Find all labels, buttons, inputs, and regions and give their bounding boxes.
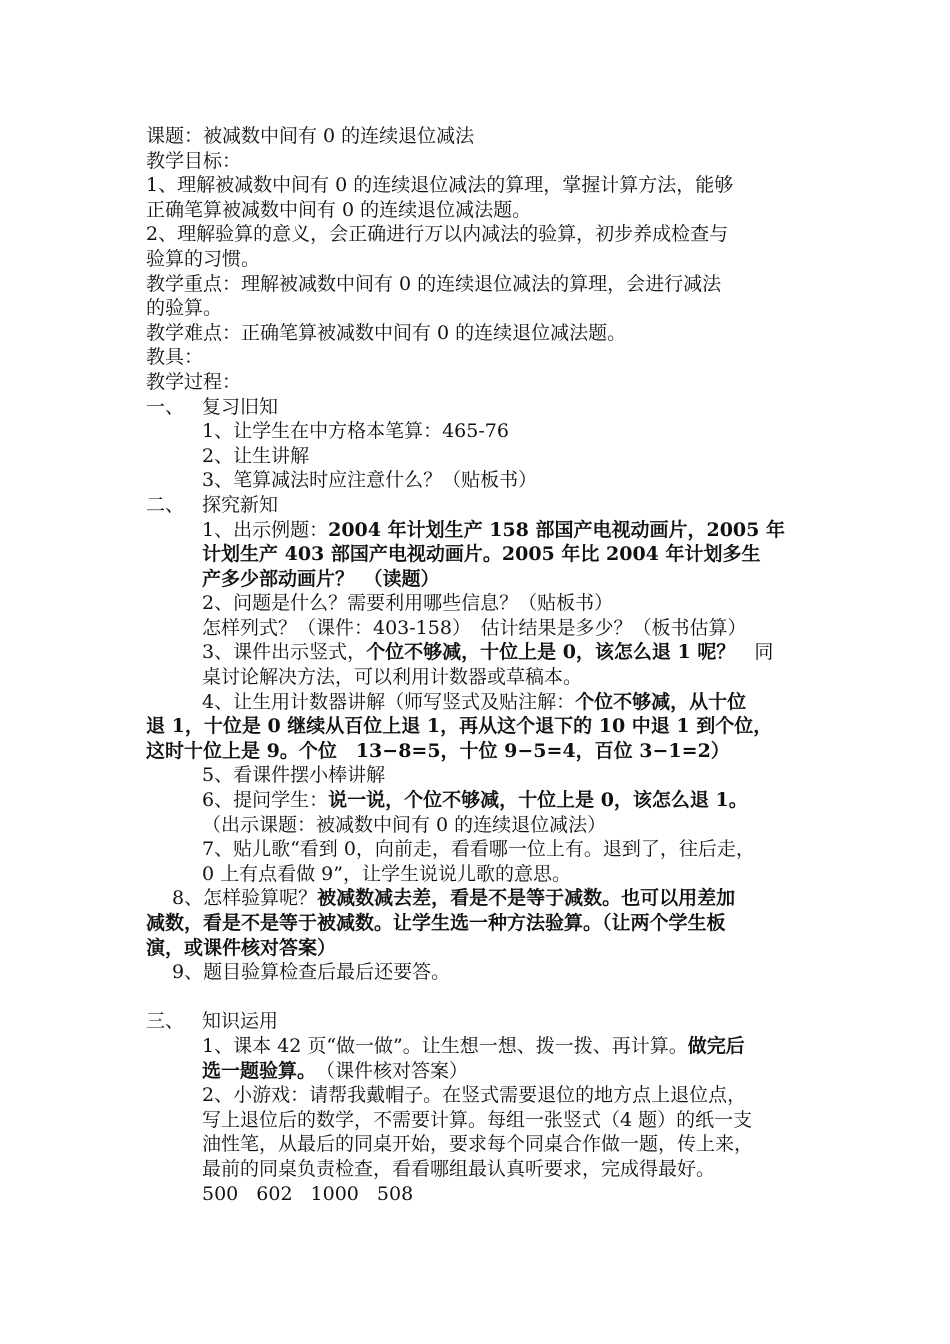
lesson-plan xyxy=(146,124,818,1206)
section-2-item-8-line-3: 演，或课件核对答案） xyxy=(146,936,337,959)
section-1-title: 复习旧知 xyxy=(202,395,279,418)
section-2-item-4-line-3: 这时十位上是 9。个位 13−8=5，十位 9−5=4，百位 3−1=2） xyxy=(146,739,730,762)
item-prefix: 1、课本 42 页“做一做”。让生想一想、拨一拨、再计算。 xyxy=(202,1034,688,1057)
item-emphasis: 做完后 xyxy=(687,1034,745,1057)
section-2-item-4-line-2: 退 1，十位是 0 继续从百位上退 1，再从这个退下的 10 中退 1 到个位， xyxy=(146,715,773,738)
section-3-title: 知识运用 xyxy=(202,1010,279,1033)
section-3-item-1-line-2 xyxy=(146,1059,818,1084)
item-prefix: 1、出示例题： xyxy=(202,518,329,541)
key-point-line-2: 的验算。 xyxy=(146,297,223,320)
section-3-item-2-line-1: 2、小游戏：请帮我戴帽子。在竖式需要退位的地方点上退位点， xyxy=(202,1084,747,1107)
section-2-item-2-line-2: 怎样列式？（课件：403-158） 估计结果是多少？（板书估算） xyxy=(202,616,747,639)
item-emphasis: 选一题验算。 xyxy=(202,1059,307,1082)
goal-2-line-1: 2、理解验算的意义，会正确进行万以内减法的验算，初步养成检查与 xyxy=(146,223,729,246)
item-prefix: 4、让生用计数器讲解（师写竖式及贴注解： xyxy=(202,690,576,713)
item-prefix: 6、提问学生： xyxy=(202,789,329,812)
section-2-item-1-line-1 xyxy=(146,518,818,543)
section-2-item-3-line-2: 桌讨论解决方法，可以利用计数器或草稿本。 xyxy=(202,666,583,689)
section-3-item-2-line-2: 写上退位后的数学，不需要计算。每组一张竖式（4 题）的纸一支 xyxy=(202,1108,753,1131)
goals-label: 教学目标： xyxy=(146,149,242,172)
section-2-item-8-line-1 xyxy=(146,886,818,911)
section-1-item-1: 1、让学生在中方格本笔算：465-76 xyxy=(202,420,509,443)
section-2-item-9: 9、题目验算检查后最后还要答。 xyxy=(172,961,451,984)
teaching-process: 教学过程： xyxy=(146,370,242,393)
practice-number: 500 xyxy=(202,1182,239,1205)
practice-number: 508 xyxy=(376,1182,414,1205)
item-suffix: （课件核对答案） xyxy=(306,1059,469,1082)
goal-2-line-2: 验算的习惯。 xyxy=(146,247,261,270)
section-3-number: 三、 xyxy=(146,1010,185,1033)
goal-1-line-1: 1、理解被减数中间有 0 的连续退位减法的算理，掌握计算方法，能够 xyxy=(146,174,734,197)
section-2-heading xyxy=(146,493,818,518)
section-2-item-6-line-2: （出示课题：被减数中间有 0 的连续退位减法） xyxy=(202,813,607,836)
lesson-title: 课题：被减数中间有 0 的连续退位减法 xyxy=(146,125,475,147)
blank-line xyxy=(146,985,818,1010)
section-2-item-1-line-2: 计划生产 403 部国产电视动画片。2005 年比 2004 年计划多生 xyxy=(202,543,761,566)
practice-numbers xyxy=(146,1182,818,1207)
section-2-item-7-line-1: 7、贴儿歌“看到 0，向前走，看看哪一位上有。退到了，往后走， xyxy=(202,838,755,861)
section-2-item-1-line-3: 产多少部动画片？ （读题） xyxy=(202,567,440,590)
practice-number: 602 xyxy=(256,1182,293,1205)
section-3-item-2-line-4: 最前的同桌负责检查，看看哪组最认真听要求，完成得最好。 xyxy=(202,1157,716,1180)
teaching-tools: 教具： xyxy=(146,346,204,369)
section-2-item-8-line-2: 减数，看是不是等于被减数。让学生选一种方法验算。（让两个学生板 xyxy=(146,912,726,934)
section-2-item-2: 2、问题是什么？需要利用哪些信息？（贴板书） xyxy=(202,592,614,615)
item-suffix: 同 xyxy=(735,641,774,664)
key-point-line-1: 教学重点：理解被减数中间有 0 的连续退位减法的算理，会进行减法 xyxy=(146,272,722,295)
example-problem: 2004 年计划生产 158 部国产电视动画片，2005 年 xyxy=(328,518,785,541)
section-3-item-2-line-3: 油性笔，从最后的同桌开始，要求每个同桌合作做一题，传上来， xyxy=(202,1133,754,1156)
section-1-heading xyxy=(146,395,818,420)
section-2-title: 探究新知 xyxy=(202,493,279,516)
item-prefix: 8、怎样验算呢？ xyxy=(172,887,318,910)
section-2-item-7-line-2: 0 上有点看做 9”，让学生说说儿歌的意思。 xyxy=(202,862,571,885)
practice-number: 1000 xyxy=(310,1182,359,1205)
goal-1-line-2: 正确笔算被减数中间有 0 的连续退位减法题。 xyxy=(146,198,532,221)
difficulty: 教学难点：正确笔算被减数中间有 0 的连续退位减法题。 xyxy=(146,321,627,344)
item-prefix: 3、课件出示竖式， xyxy=(202,641,367,664)
section-2-item-3-line-1 xyxy=(146,640,818,665)
section-2-item-6-line-1 xyxy=(146,788,818,813)
section-1-item-2: 2、让生讲解 xyxy=(202,444,310,467)
section-2-number: 二、 xyxy=(146,493,185,516)
section-2-item-4-line-1 xyxy=(146,690,818,715)
section-3-heading xyxy=(146,1009,818,1034)
section-2-item-5: 5、看课件摆小棒讲解 xyxy=(202,764,386,787)
item-emphasis: 个位不够减，十位上是 0，该怎么退 1 呢？ xyxy=(366,641,736,664)
item-emphasis: 被减数减去差，看是不是等于减数。也可以用差加 xyxy=(317,887,736,910)
section-1-item-3: 3、笔算减法时应注意什么？（贴板书） xyxy=(202,469,538,492)
section-3-item-1-line-1 xyxy=(146,1034,818,1059)
item-emphasis: 说一说，个位不够减，十位上是 0，该怎么退 1。 xyxy=(328,789,748,812)
section-1-number: 一、 xyxy=(146,395,185,418)
item-emphasis: 个位不够减，从十位 xyxy=(575,690,747,713)
